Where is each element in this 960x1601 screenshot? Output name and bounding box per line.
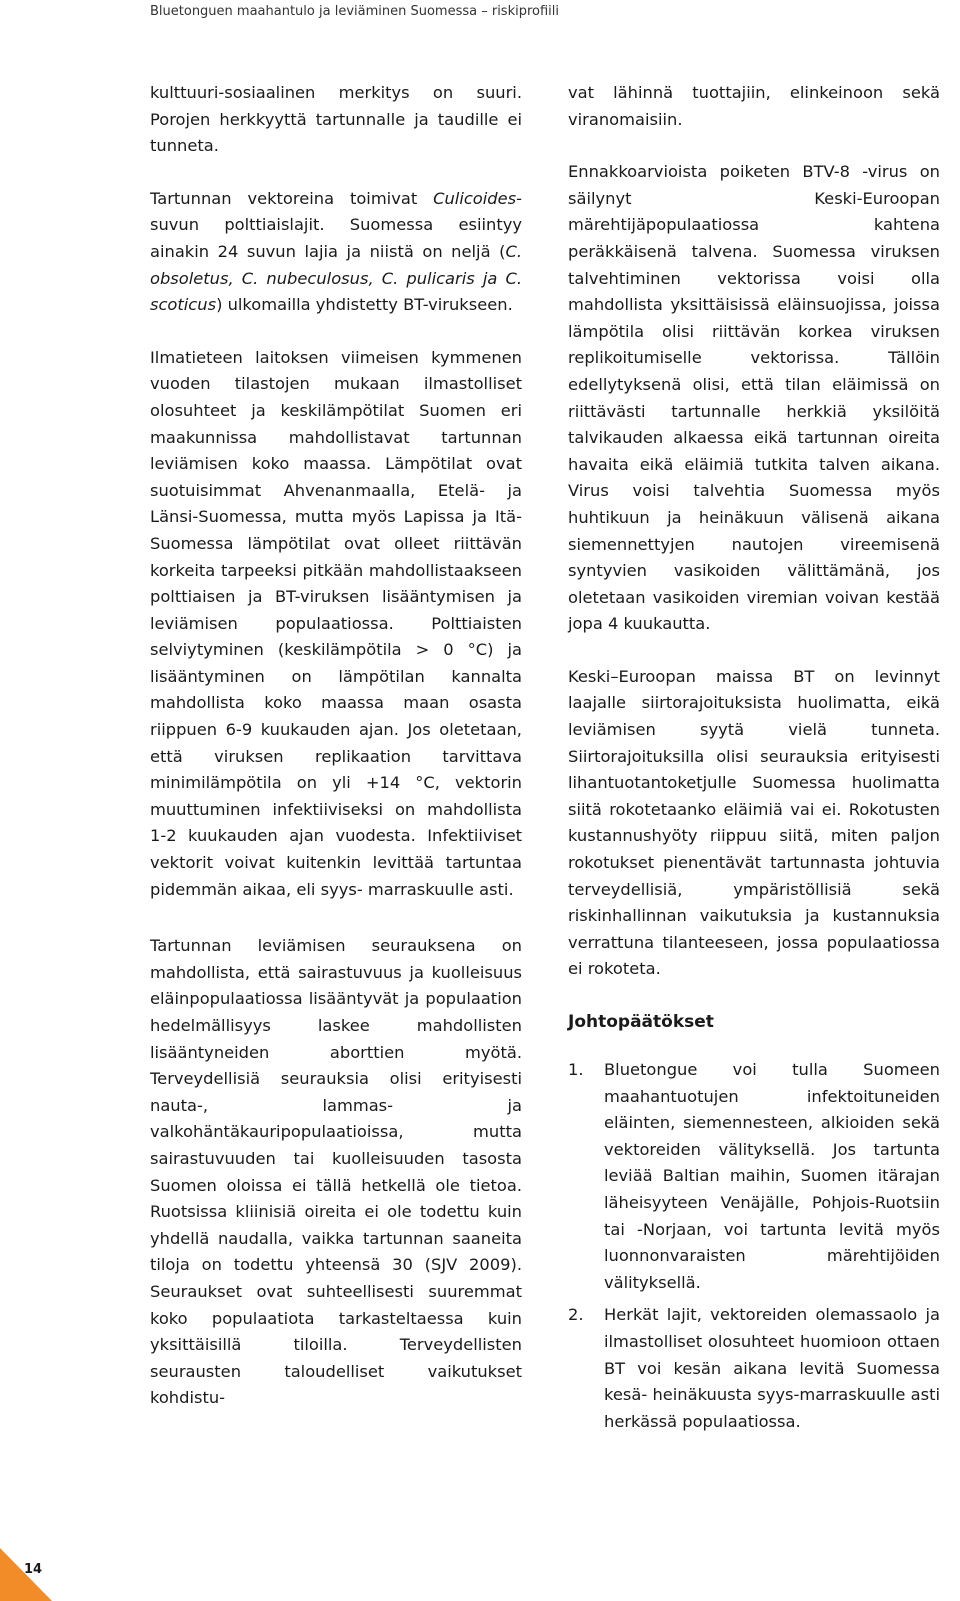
conclusion-text: Bluetongue voi tulla Suomeen maahantuotujen infektoituneiden eläinten, siemennesteen, alkioiden sekä vektoreiden välityksellä. Jos tartunta leviää Baltian maihin, Suomen itärajan läheisyyteen Venäjälle, Pohjois-Ruotsiin tai -Norjaan, voi tartunta levitä myös luonnonvaraisten märehtijöiden välityksellä.: [604, 1060, 940, 1292]
paragraph-climate: Ilmatieteen laitoksen viimeisen kymmenen vuoden tilastojen mukaan ilmastolliset olosuhteet ja keskilämpötilat Suomen eri maakunnissa mahdollistavat tartunnan leviämisen koko maassa. Lämpötilat ovat suotuisimmat Ahvenanmaalla, Etelä- ja Länsi-Suomessa, mutta myös Lapissa ja Itä-Suomessa lämpötilat ovat olleet riittävän korkeita tarpeeksi pitkään mahdollistaakseen polttiaisen ja BT-viruksen lisääntymisen ja leviämisen populaatiossa. Polttiaisten selviytyminen (keskilämpötila > 0 °C) ja lisääntyminen on lämpötilan kannalta mahdollista koko maassa maan osasta riippuen 6-9 kuukauden ajan. Jos oletetaan, että viruksen replikaation tarvittava minimilämpötila on yli +14 °C, vektorin muuttuminen infektiiviseksi on mahdollista 1-2 kuukauden ajan vuodesta. Infektiiviset vektorit voivat kuitenkin levittää tartuntaa pidemmän aikaa, eli syys- marraskuulle asti.: [150, 347, 522, 899]
left-column: [150, 80, 522, 1412]
paragraph-overwintering: Ennakkoarvioista poiketen BTV-8 -virus on säilynyt Keski-Euroopan märehtijäpopulaatiossa kahtena peräkkäisenä talvena. Suomessa viruksen talvehtiminen vektorissa voisi olla mahdollista yksittäisissä eläinsuojissa, joissa lämpötila olisi riittävän korkea viruksen replikoitumiselle vektorissa. Tällöin edellytyksenä olisi, että tilan eläimissä on riittävästi tartunnalle herkkiä yksilöitä talvikauden alkaessa eikä tartunnan oireita havaita eikä eläimiä tutkita talven aikana. Virus voisi talvehtia Suomessa myös huhtikuun ja heinäkuun välisenä aikana siemennettyjen nautojen vireemisenä syntyvien vasikoiden välittämänä, jos oletetaan vasikoiden viremian voivan kestää jopa 4 kuukautta.: [568, 162, 940, 634]
vectors-text-c: ) ulkomailla yhdistetty BT-virukseen.: [216, 295, 513, 315]
conclusions-list: [568, 1057, 940, 1435]
paragraph-vectors: [150, 186, 522, 319]
paragraph-central-europe: Keski–Euroopan maissa BT on levinnyt laajalle siirtorajoituksista huolimatta, eikä leviämisen syytä vielä tunneta. Siirtorajoituksilla olisi seurauksia erityisesti lihantuotantoketjulle Suomessa huolimatta siitä rokotetaanko eläimiä vai ei. Rokotusten kustannushyöty riippuu siitä, miten paljon rokotukset pienentävät tartunnasta johtuvia terveydellisiä, ympäristöllisiä sekä riskinhallinnan vaikutuksia ja kustannuksia verrattuna tilanteeseen, jossa populaatiossa ei rokoteta.: [568, 666, 940, 979]
conclusion-number: 1.: [568, 1060, 584, 1079]
conclusion-item: [568, 1057, 940, 1296]
genus-culicoides: Culicoides: [433, 188, 517, 208]
running-header: Bluetonguen maahantulo ja leviäminen Suomessa – riskiprofiili: [150, 4, 560, 19]
vectors-text-b: -suvun polttiaislajit. Suomessa esiintyy ainakin 24 suvun lajia ja niistä on neljä (: [150, 188, 522, 261]
right-column: [568, 80, 940, 1441]
page-number: 14: [24, 1562, 43, 1577]
conclusions-heading: Johtopäätökset: [568, 1012, 714, 1032]
conclusion-number: 2.: [568, 1305, 584, 1325]
species-list: C. obsoletus, C. nubeculosus, C. pulicaris ja C. scoticus: [150, 241, 522, 315]
paragraph-consequences: Tartunnan leviämisen seurauksena on mahdollista, että sairastuvuus ja kuolleisuus eläinpopulaatiossa lisääntyvät ja populaation hedelmällisyys laskee mahdollisten lisääntyneiden aborttien myötä. Terveydellisiä seurauksia olisi erityisesti nauta-, lammas- ja valkohäntäkauripopulaatioissa, mutta sairastuvuuden tai kuolleisuuden tasosta Suomen oloissa ei tällä hetkellä ole tietoa. Ruotsissa kliinisiä oireita ei ole todettu kuin yhdellä naudalla, vaikka tartunnan saaneita tiloja on todettu yhteensä 30 (SJV 2009). Seuraukset ovat suhteellisesti suuremmat koko populaatiota tarkasteltaessa kuin yksittäisillä tiloilla. Terveydellisten seurausten taloudelliset vaikutukset kohdistu-: [150, 936, 522, 1408]
paragraph-authorities: vat lähinnä tuottajiin, elinkeinoon sekä viranomaisiin.: [568, 83, 940, 129]
conclusion-text: Herkät lajit, vektoreiden olemassaolo ja ilmastolliset olosuhteet huomioon ottaen BT voi kesän aikana levitä Suomessa kesä- heinäkuusta syys-marraskuulle asti herkässä populaatiossa.: [604, 1305, 940, 1431]
vectors-text-a: Tartunnan vektoreina toimivat: [150, 188, 434, 208]
conclusion-item: [568, 1302, 940, 1435]
paragraph-reindeer: kulttuuri-sosiaalinen merkitys on suuri. Porojen herkkyyttä tartunnalle ja taudille ei tunneta.: [150, 83, 522, 156]
